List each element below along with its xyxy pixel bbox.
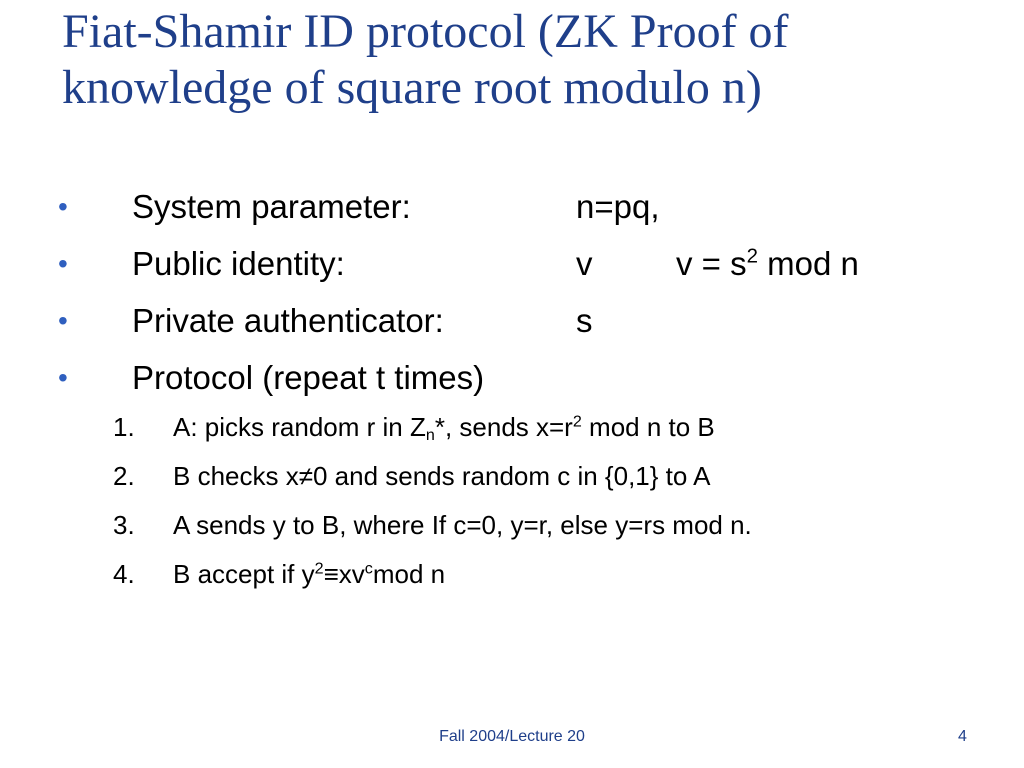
formula-mod: mod n (757, 245, 859, 282)
bullet-label: Private authenticator: (132, 302, 444, 339)
step-text-part: mod n (372, 559, 446, 589)
protocol-steps (0, 403, 1024, 599)
step-number: 4. (113, 559, 135, 589)
step-subscript: n (425, 426, 435, 445)
step-superscript: 2 (314, 559, 324, 578)
bullet-formula (676, 235, 859, 292)
footer-course: Fall 2004/Lecture 20 (439, 728, 585, 745)
page-number: 4 (958, 728, 967, 745)
step-1 (0, 403, 1024, 452)
step-text-part: mod n to B (581, 412, 715, 442)
step-number: 2. (113, 461, 135, 491)
slide-title: Fiat-Shamir ID protocol (ZK Proof of knowledge of square root modulo n) (62, 5, 789, 114)
bullet-value: v (576, 245, 593, 282)
bullet-dot-icon: • (58, 248, 68, 279)
bullet-dot-icon: • (58, 362, 68, 393)
step-text-part: ≡xv (323, 559, 365, 589)
bullet-public-identity (0, 235, 1024, 292)
bullet-list (0, 178, 1024, 406)
bullet-value: n=pq, (576, 188, 660, 225)
bullet-label: Public identity: (132, 245, 345, 282)
bullet-dot-icon: • (58, 191, 68, 222)
step-text (173, 550, 445, 599)
step-text-part: B accept if y (173, 559, 315, 589)
step-superscript: 2 (572, 412, 582, 431)
step-text: A sends y to B, where If c=0, y=r, else y=rs mod n. (173, 510, 752, 540)
step-3 (0, 501, 1024, 550)
bullet-private-authenticator (0, 292, 1024, 349)
bullet-label: System parameter: (132, 188, 411, 225)
formula-exponent: 2 (746, 244, 758, 268)
step-2 (0, 452, 1024, 501)
formula-base: v = s (676, 245, 747, 282)
step-text-part: *, sends x=r (434, 412, 573, 442)
step-superscript: c (364, 559, 373, 578)
bullet-protocol (0, 349, 1024, 406)
step-text: B checks x≠0 and sends random c in {0,1} to A (173, 461, 711, 491)
step-4 (0, 550, 1024, 599)
step-number: 1. (113, 412, 135, 442)
step-number: 3. (113, 510, 135, 540)
step-text (173, 403, 715, 452)
bullet-value: s (576, 302, 593, 339)
bullet-dot-icon: • (58, 305, 68, 336)
step-text-part: A: picks random r in Z (173, 412, 426, 442)
bullet-system-parameter (0, 178, 1024, 235)
bullet-label: Protocol (repeat t times) (132, 359, 485, 396)
slide-footer (0, 722, 1024, 752)
